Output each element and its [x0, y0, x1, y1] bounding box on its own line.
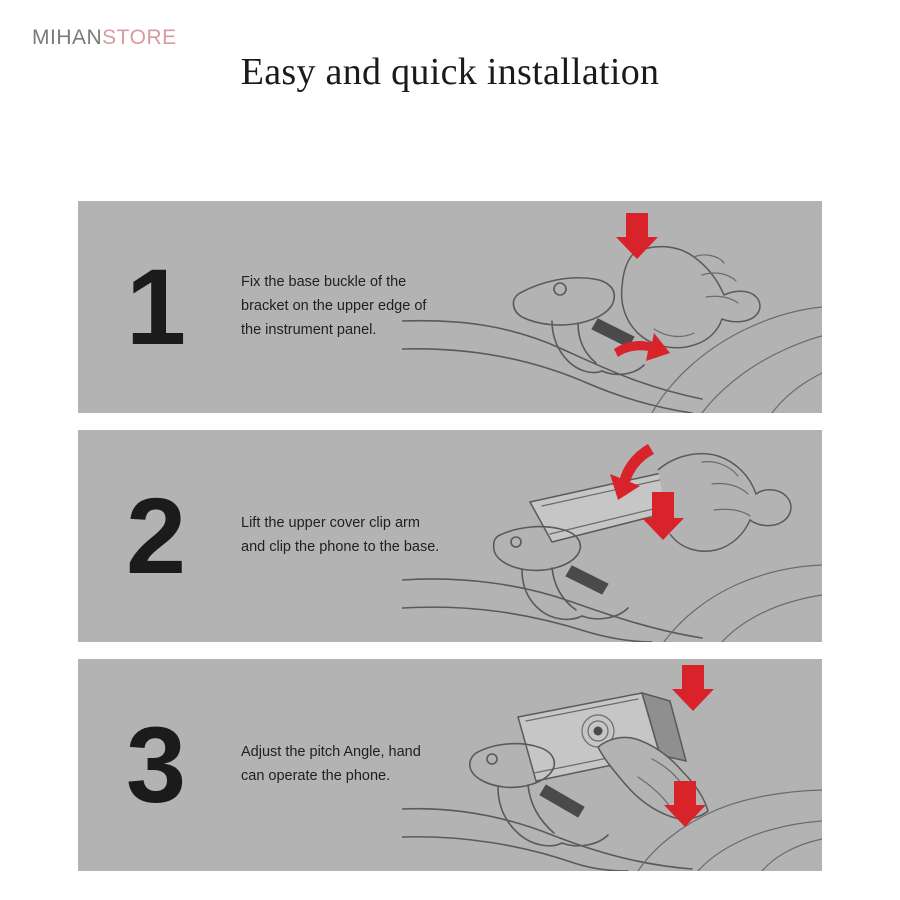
step-number: 3: [126, 704, 187, 825]
brand-logo: [32, 26, 177, 50]
steps-list: [78, 201, 822, 888]
step-number: 2: [126, 475, 187, 596]
step-item: [78, 659, 822, 871]
brand-name-primary: MIHAN: [32, 26, 103, 49]
step-illustration-3: [402, 659, 822, 871]
step-description: Fix the base buckle of the bracket on the upper edge of the instrument panel.: [241, 274, 427, 338]
step-illustration-1: [402, 201, 822, 413]
step-description: Lift the upper cover clip arm and clip the phone to the base.: [241, 515, 440, 555]
page-title: Easy and quick installation: [240, 51, 660, 93]
brand-name-secondary: STORE: [102, 26, 177, 49]
step-illustration-2: [402, 430, 822, 642]
step-number: 1: [126, 246, 187, 367]
step-item: [78, 430, 822, 642]
step-description: Adjust the pitch Angle, hand can operate the phone.: [241, 744, 421, 784]
step-item: [78, 201, 822, 413]
